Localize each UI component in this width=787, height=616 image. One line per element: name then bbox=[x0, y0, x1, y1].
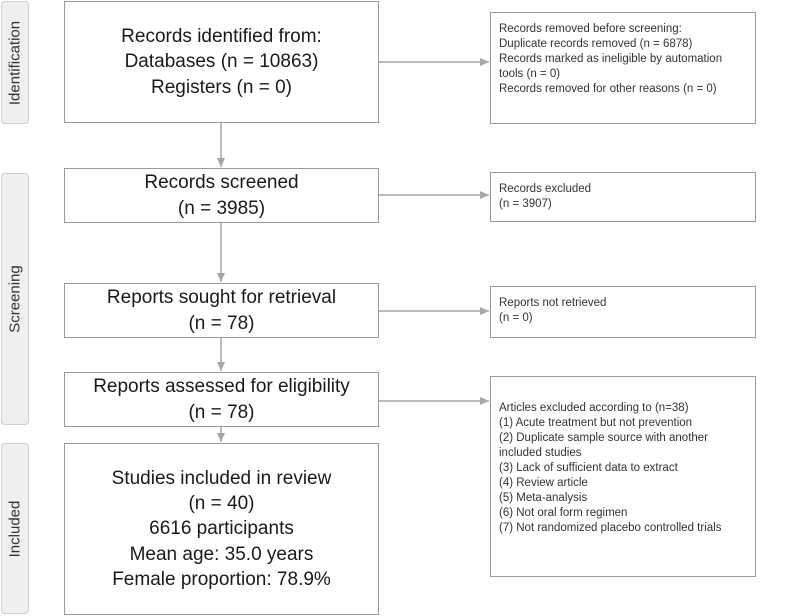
participants-count: 6616 participants bbox=[149, 518, 294, 540]
records-removed-box bbox=[490, 12, 756, 124]
mean-age: Mean age: 35.0 years bbox=[129, 543, 314, 565]
records-excluded-heading: Records excluded bbox=[499, 183, 592, 195]
exclusion-reason-6: (6) Not oral form regimen bbox=[499, 507, 628, 519]
records-screened-box bbox=[64, 168, 379, 223]
studies-included-heading: Studies included in review bbox=[111, 468, 332, 490]
studies-included-box bbox=[64, 443, 379, 615]
records-identified-box bbox=[64, 1, 379, 123]
reports-sought-box bbox=[64, 283, 379, 338]
records-screened-heading: Records screened bbox=[144, 172, 299, 194]
exclusion-reason-4: (4) Review article bbox=[499, 477, 588, 489]
records-excluded-box bbox=[490, 172, 756, 222]
records-excluded-count: (n = 3907) bbox=[499, 198, 552, 210]
reports-not-retrieved-box bbox=[490, 286, 756, 338]
reports-not-retrieved-heading: Reports not retrieved bbox=[499, 297, 607, 309]
records-screened-count: (n = 3985) bbox=[177, 197, 266, 219]
phase-included-label: Included bbox=[6, 500, 24, 557]
exclusion-reason-7: (7) Not randomized placebo controlled trials bbox=[499, 522, 722, 534]
other-reasons-removed: Records removed for other reasons (n = 0) bbox=[499, 83, 717, 95]
articles-excluded-box bbox=[490, 376, 756, 577]
records-identified-heading: Records identified from: bbox=[121, 26, 322, 48]
exclusion-reason-1: (1) Acute treatment but not prevention bbox=[499, 417, 693, 429]
registers-count: Registers (n = 0) bbox=[151, 76, 292, 98]
phase-screening-label: Screening bbox=[6, 265, 24, 333]
exclusion-reason-3: (3) Lack of sufficient data to extract bbox=[499, 462, 678, 474]
reports-assessed-heading: Reports assessed for eligibility bbox=[93, 376, 350, 398]
records-removed-heading: Records removed before screening: bbox=[499, 23, 682, 35]
exclusion-reason-5: (5) Meta-analysis bbox=[499, 492, 588, 504]
reports-assessed-count: (n = 78) bbox=[188, 401, 255, 423]
studies-included-count: (n = 40) bbox=[188, 493, 255, 515]
exclusion-reason-2: (2) Duplicate sample source with another included studies bbox=[499, 432, 709, 459]
reports-sought-heading: Reports sought for retrieval bbox=[106, 287, 337, 309]
reports-sought-count: (n = 78) bbox=[188, 312, 255, 334]
reports-not-retrieved-count: (n = 0) bbox=[499, 312, 533, 324]
automation-ineligible: Records marked as ineligible by automation tools (n = 0) bbox=[499, 53, 723, 80]
databases-count: Databases (n = 10863) bbox=[124, 51, 319, 73]
duplicates-removed: Duplicate records removed (n = 6878) bbox=[499, 38, 693, 50]
articles-excluded-heading: Articles excluded according to (n=38) bbox=[499, 402, 689, 414]
female-proportion: Female proportion: 78.9% bbox=[112, 568, 331, 590]
phase-identification-label: Identification bbox=[6, 20, 24, 105]
reports-assessed-box bbox=[64, 372, 379, 427]
